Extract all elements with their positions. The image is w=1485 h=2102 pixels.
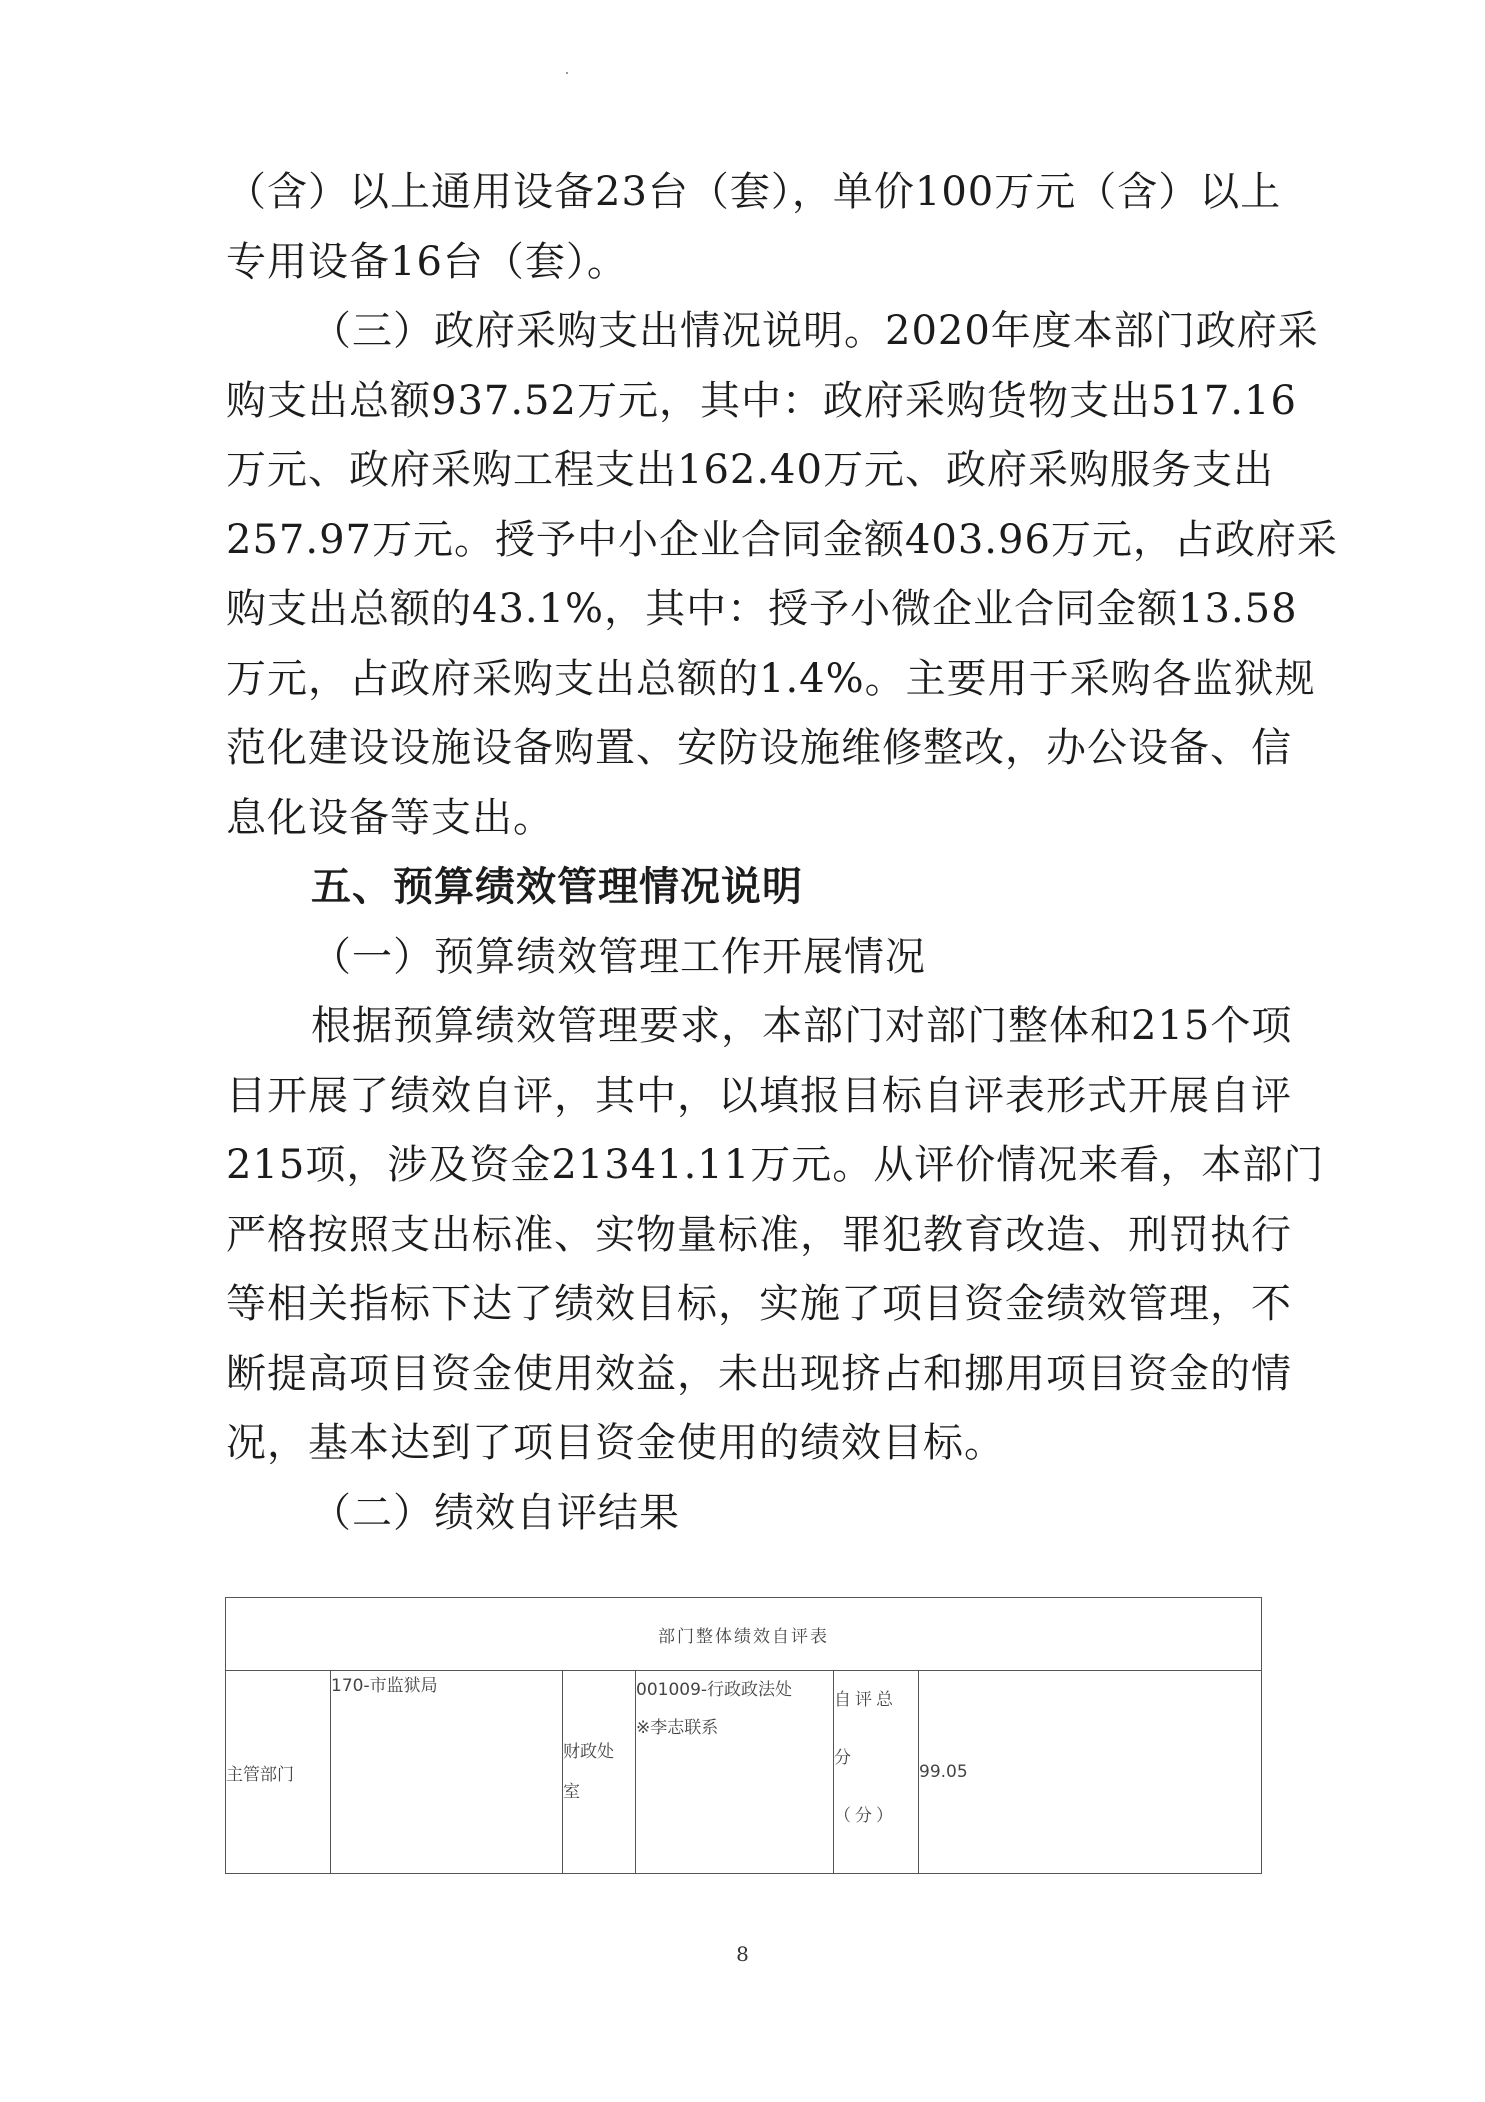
score-label-line: 分 [834, 1748, 855, 1768]
self-evaluation-table [225, 1597, 1262, 1874]
subsection-heading: （一）预算绩效管理工作开展情况 [311, 933, 926, 980]
office-value-line: ※李志联系 [636, 1718, 719, 1738]
dept-label-cell: 主管部门 [226, 1671, 331, 1874]
text-line: （含）以上通用设备23台（套），单价100万元（含）以上 [226, 169, 1282, 215]
document-body [226, 158, 1338, 1548]
score-value-cell: 99.05 [919, 1671, 1262, 1874]
text-line: 万元、政府采购工程支出162.40万元、政府采购服务支出 [226, 447, 1274, 493]
finance-label-line: 室 [563, 1782, 580, 1802]
text-line: 专用设备16台（套）。 [226, 238, 628, 285]
text-line: 断提高项目资金使用效益，未出现挤占和挪用项目资金的情 [226, 1350, 1292, 1397]
score-label-line: （分） [834, 1806, 897, 1826]
page-number: 8 [736, 1942, 749, 1966]
section-heading: 五、预算绩效管理情况说明 [311, 864, 803, 910]
text-line: 况，基本达到了项目资金使用的绩效目标。 [226, 1420, 1005, 1466]
text-line: 购支出总额的43.1%，其中：授予小微企业合同金额13.58 [226, 586, 1298, 632]
text-line: 目开展了绩效自评，其中，以填报目标自评表形式开展自评 [226, 1072, 1292, 1119]
table-title: 部门整体绩效自评表 [226, 1598, 1262, 1671]
text-line: 万元，占政府采购支出总额的1.4%。主要用于采购各监狱规 [226, 655, 1316, 702]
office-value-line: 001009-行政政法处 [636, 1680, 793, 1700]
text-line: 257.97万元。授予中小企业合同金额403.96万元，占政府采 [226, 516, 1338, 563]
subsection-heading: （二）绩效自评结果 [311, 1489, 680, 1536]
text-line: （三）政府采购支出情况说明。2020年度本部门政府采 [311, 308, 1319, 354]
scan-speck [566, 72, 568, 74]
text-line: 根据预算绩效管理要求，本部门对部门整体和215个项 [311, 1003, 1293, 1049]
text-line: 严格按照支出标准、实物量标准，罪犯教育改造、刑罚执行 [226, 1211, 1292, 1258]
text-line: 范化建设设施设备购置、安防设施维修整改，办公设备、信 [226, 725, 1292, 771]
text-line: 215项，涉及资金21341.11万元。从评价情况来看，本部门 [226, 1142, 1325, 1188]
score-label-cell [834, 1671, 919, 1874]
office-value-cell [636, 1671, 834, 1874]
text-line: 息化设备等支出。 [226, 794, 554, 841]
finance-label-line: 财政处 [563, 1742, 614, 1762]
text-line: 等相关指标下达了绩效目标，实施了项目资金绩效管理，不 [226, 1281, 1292, 1327]
score-label-line: 自评总 [834, 1690, 897, 1710]
finance-label-cell [563, 1671, 636, 1874]
dept-value-cell: 170-市监狱局 [331, 1671, 563, 1874]
text-line: 购支出总额937.52万元，其中：政府采购货物支出517.16 [226, 377, 1297, 424]
